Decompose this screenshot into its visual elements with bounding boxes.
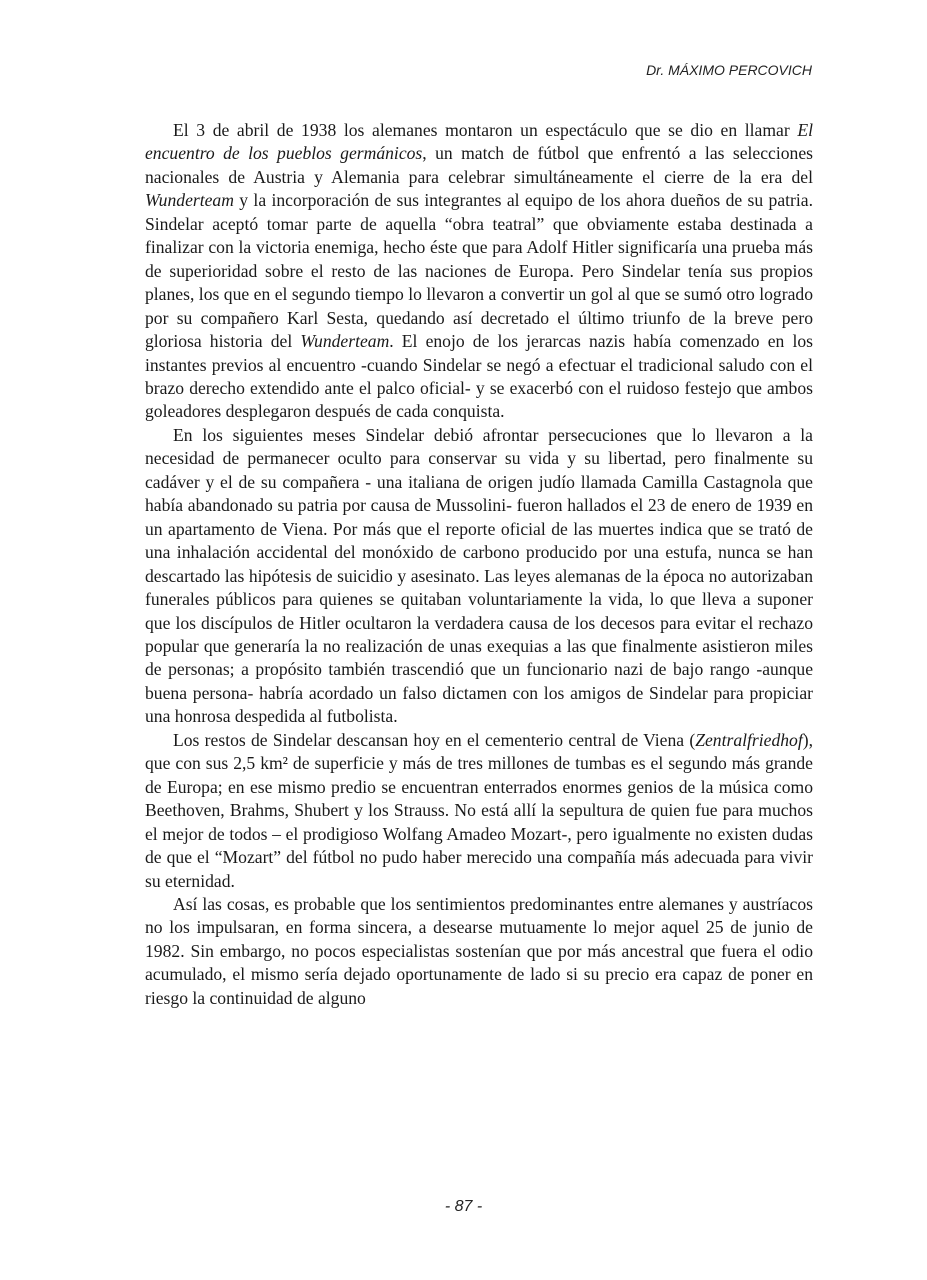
text-segment: En los siguientes meses Sindelar debió afrontar persecuciones que lo llevaron a la necesidad de permanecer oculto para conservar su vida y su libertad, pero finalmente su cadáver y el de su compañera - una italiana de origen judío llamada Camilla Castagnola que había abandonado su patria por causa de Mussolini- fueron hallados el 23 de enero de 1939 en un apartamento de Viena. Por más que el reporte oficial de las muertes indica que se trató de una inhalación accidental del monóxido de carbono producido por una estufa, nunca se han descartado las hipótesis de suicidio y asesinato. Las leyes alemanas de la época no autorizaban funerales públicos para quienes se quitaban voluntariamente la vida, lo que lleva a suponer que los discípulos de Hitler ocultaron la verdadera causa de los decesos para evitar el rechazo popular que generaría la no realización de unas exequias a las que finalmente asistieron miles de personas; a propósito también trascendió que un funcionario nazi de bajo rango -aunque buena persona- habría acordado un falso dictamen con los amigos de Sindelar para propiciar una honrosa despedida al futbolista. <box>145 424 813 727</box>
text-segment: , un match de fútbol que enfrentó a las selecciones nacionales de Austria y Alemania para celebrar simultáneamente el cierre de la era del <box>145 143 813 187</box>
text-segment: ), que con sus 2,5 km² de superficie y más de tres millones de tumbas es el segundo más grande de Europa; en ese mismo predio se encuentran enterrados enormes genios de la música como Beethoven, Brahms, Shubert y los Strauss. No está allí la sepultura de quien fue para muchos el mejor de todos – el prodigioso Wolfang Amadeo Mozart-, pero igualmente no existen dudas de que el “Mozart” del fútbol no pudo haber merecido una compañía más adecuada para vivir su eternidad. <box>145 729 813 891</box>
italic-text-segment: Wunderteam <box>145 190 234 211</box>
running-header-author: Dr. MÁXIMO PERCOVICH <box>646 62 812 78</box>
text-segment: Así las cosas, es probable que los sentimientos predominantes entre alemanes y austríacos no los impulsaran, en forma sincera, a desearse mutuamente lo mejor aquel 25 de junio de 1982. Sin embargo, no pocos especialistas sostenían que por más ancestral que fuera el odio acumulado, el mismo sería dejado oportunamente de lado si su precio era capaz de poner en riesgo la continuidad de alguno <box>145 893 813 1008</box>
italic-text-segment: El encuentro de los pueblos germánicos <box>145 120 813 164</box>
italic-text-segment: Zentralfriedhof <box>695 729 803 750</box>
body-text <box>145 119 813 1010</box>
text-segment: y la incorporación de sus integrantes al equipo de los ahora dueños de su patria. Sindelar aceptó tomar parte de aquella “obra teatral” que obviamente estaba destinada a finalizar con la victoria enemiga, hecho éste que para Adolf Hitler significaría una prueba más de superioridad sobre el resto de las naciones de Europa. Pero Sindelar tenía sus propios planes, los que en el segundo tiempo lo llevaron a convertir un gol al que se sumó otro logrado por su compañero Karl Sesta, quedando así decretado el último triunfo de la breve pero gloriosa historia del <box>145 190 813 352</box>
text-segment: Los restos de Sindelar descansan hoy en el cementerio central de Viena ( <box>173 729 696 750</box>
text-segment: . El enojo de los jerarcas nazis había comenzado en los instantes previos al encuentro -cuando Sindelar se negó a efectuar el tradicional saludo con el brazo derecho extendido ante el palco oficial- y se exacerbó con el ruidoso festejo que ambos goleadores desplegaron después de cada conquista. <box>145 331 813 422</box>
italic-text-segment: Wunderteam <box>300 331 390 352</box>
text-segment: El 3 de abril de 1938 los alemanes montaron un espectáculo que se dio en llamar <box>173 120 798 140</box>
paragraph <box>145 729 813 893</box>
page-number: - 87 - <box>444 1198 483 1215</box>
paragraph <box>145 893 813 1010</box>
paragraph <box>145 119 813 424</box>
paragraph <box>145 424 813 729</box>
